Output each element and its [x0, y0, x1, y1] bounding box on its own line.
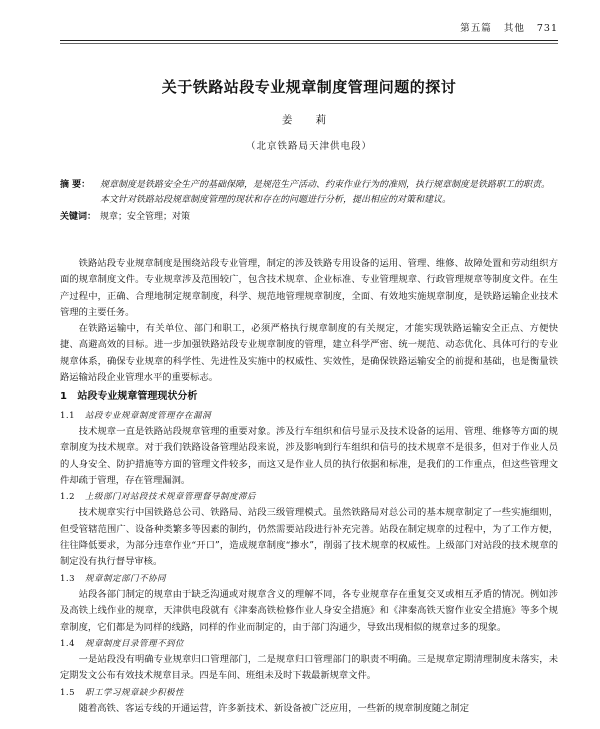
running-header — [452, 20, 558, 34]
header-rule — [60, 40, 558, 44]
intro-paragraph-2: 在铁路运输中，有关单位、部门和职工，必须严格执行规章制度的有关规定，才能实现铁路运输安全正点、方便快捷、高避高效的目标。进一步加强铁路站段专业规章制度的管理，建立科学严密、统一规范、动态优化、具体可行的专业规章体系，确保专业规章的科学性、先进性及实施中的权威性、实效性，是确保铁路运输安全的前提和基础，也是衡量铁路运输站段企业管理水平的重要标志。 — [60, 323, 558, 384]
keywords-text: 规章；安全管理；对策 — [100, 212, 191, 222]
subsection-1-4-text: 一是站段没有明确专业规章归口管理部门，二是规章归口管理部门的职责不明确。三是规章定期清理制度未落实，未定期发文公布有效技术规章目录。四是车间、班组未及时下载最新规章文件。 — [60, 654, 558, 682]
subsection-1-3-text: 站段各部门制定的规章由于缺乏沟通或对规章含义的理解不同，各专业规章存在重复交叉或相互矛盾的情况。例如涉及高铁上线作业的规章，天津供电段就有《津秦高铁检修作业人身安全措施》和《津秦高铁天窗作业安全措施》等多个规章制度，它们都是为同样的线路，同样的作业而制定的，由于部门沟通少，导致出现相似的规章过多的现象。 — [60, 588, 558, 633]
abstract-label: 摘 要： — [60, 180, 91, 190]
section-1-number: 1 — [60, 391, 67, 403]
abstract-text: 规章制度是铁路安全生产的基础保障，是规范生产活动、约束作业行为的准则，执行规章制度是铁路职工的职责。本文针对铁路站段规章制度管理的现状和存在的问题进行分析，提出相应的对策和建议。 — [100, 180, 551, 205]
abstract-block — [60, 178, 558, 225]
subsection-1-1-text: 技术规章一直是铁路站段规章管理的重要对象。涉及行车组织和信号显示及技术设备的运用、管理、维修等方面的规章制度为技术规章。对于我们铁路设备管理站段来说，涉及影响到行车组织和信号的技术规章不是很多，但对于作业人员的人身安全、防护措施等方面的管理文件较多，而这又是作业人员的执行依据和标准，是我们的工作重点，但这些管理文件却疏于管理，存在管理漏洞。 — [60, 425, 558, 486]
subsection-1-1-number: 1.1 — [60, 410, 76, 421]
body-text — [60, 256, 558, 717]
section-1-title: 站段专业规章管理现状分析 — [77, 391, 198, 403]
running-header-section: 其他 — [503, 23, 525, 34]
running-header-chapter: 第五篇 — [460, 23, 492, 34]
intro-paragraph-1: 铁路站段专业规章制度是围绕站段专业管理，制定的涉及铁路专用设备的运用、管理、维修、故障处置和劳动组织方面的规章制度文件。专业规章涉及范围较广，包含技术规章、企业标准、专业管理规章、行政管理规章等制度文件。在生产过程中，正确、合理地制定规章制度，科学、规范地管理规章制度，全面、有效地实施规章制度，是铁路运输企业技术管理的主要任务。 — [60, 258, 558, 318]
subsection-1-4-number: 1.4 — [60, 638, 76, 649]
subsection-1-2-heading — [60, 489, 558, 505]
subsection-1-4-title: 规章制度目录管理不到位 — [85, 638, 185, 649]
page-number: 731 — [536, 23, 558, 34]
author: 姜 莉 — [281, 114, 337, 126]
subsection-1-5-heading — [60, 685, 558, 701]
paper-title: 关于铁路站段专业规章制度管理问题的探讨 — [161, 78, 457, 96]
subsection-1-3-heading — [60, 571, 558, 587]
subsection-1-5-title: 职工学习规章缺少积极性 — [85, 687, 185, 698]
subsection-1-5-text: 随着高铁、客运专线的开通运营，许多新技术、新设备被广泛应用，一些新的规章制度随之制定 — [78, 703, 470, 715]
subsection-1-4-heading — [60, 636, 558, 652]
subsection-1-2-title: 上级部门对站段技术规章管理督导制度滞后 — [85, 492, 257, 503]
subsection-1-5-number: 1.5 — [60, 687, 76, 698]
subsection-1-1-title: 站段专业规章制度管理存在漏洞 — [85, 410, 212, 421]
section-1-heading — [60, 389, 558, 405]
subsection-1-3-title: 规章制定部门不协同 — [85, 573, 167, 584]
keywords-label: 关键词： — [60, 212, 97, 222]
subsection-1-1-heading — [60, 408, 558, 424]
subsection-1-2-text: 技术规章实行中国铁路总公司、铁路局、站段三级管理模式。虽然铁路局对总公司的基本规章制定了一些实施细则，但受管辖范围广、设备种类繁多等因素的制约，仍然需要站段进行补充完善。站段在制定规章的过程中，为了工作方便，往往降低要求，为部分违章作业“开口”，造成规章制度“掺水”，削弱了技术规章的权威性。上级部门对站段的技术规章的制定没有执行督导审核。 — [60, 507, 558, 568]
subsection-1-3-number: 1.3 — [60, 573, 76, 584]
subsection-1-2-number: 1.2 — [60, 492, 76, 503]
affiliation: （北京铁路局天津供电段） — [245, 141, 372, 152]
